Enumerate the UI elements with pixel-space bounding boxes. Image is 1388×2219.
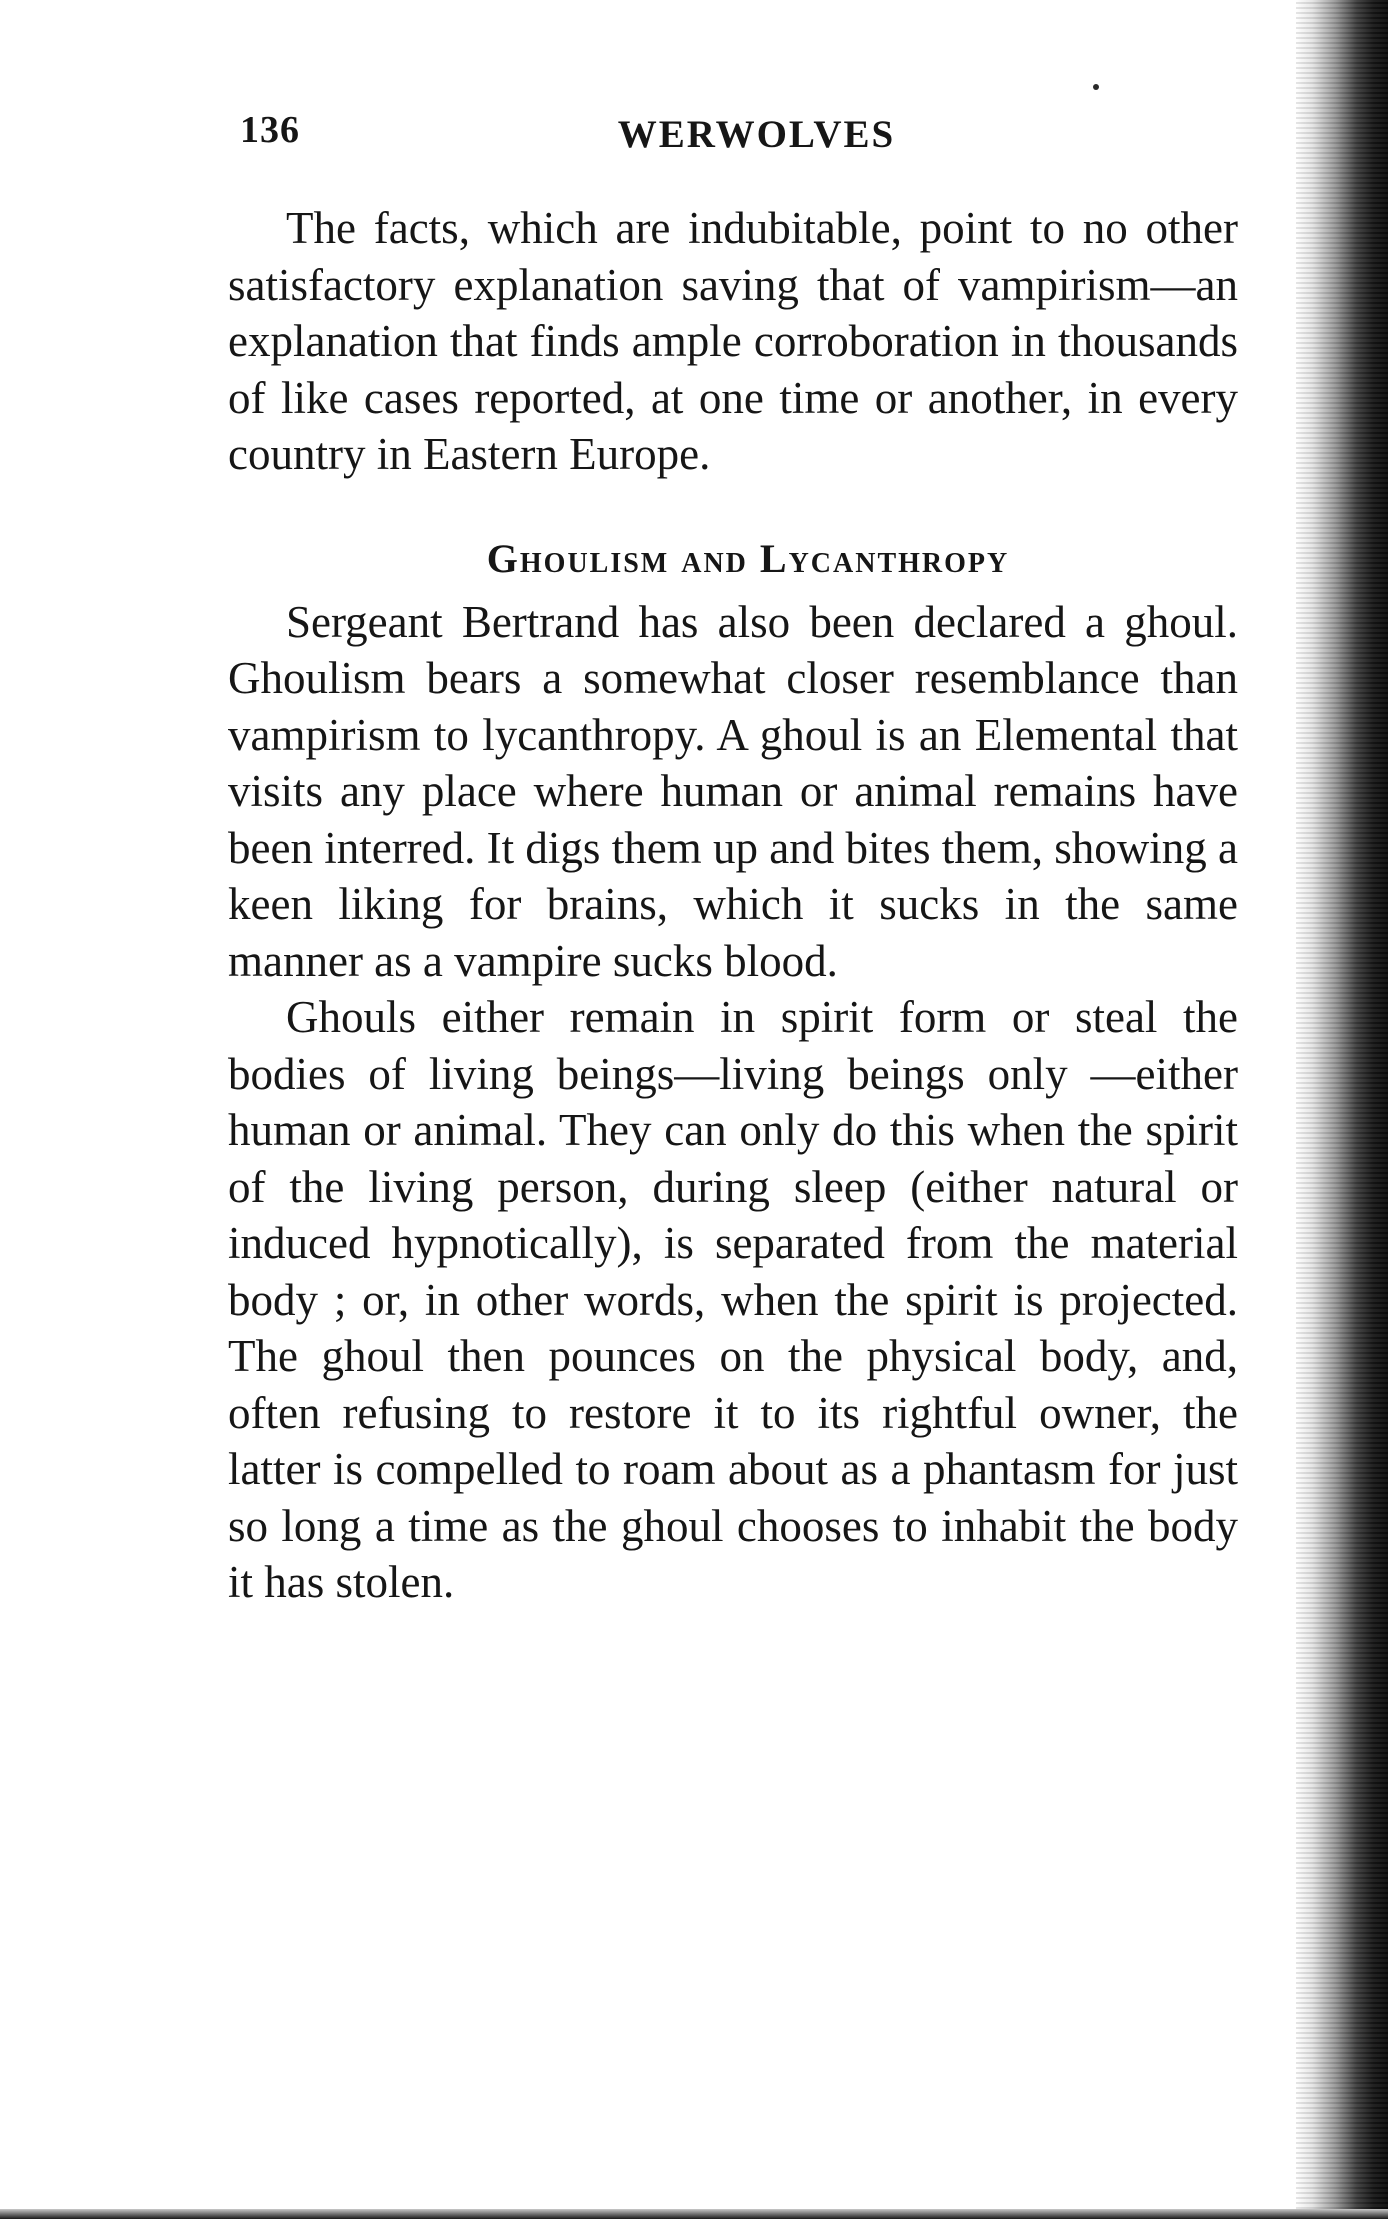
paragraph-vampirism-explanation: The facts, which are indubitable, point to no other satisfactory explanation saving that of vampirism—an explanation that finds ample corroboration in thousands of like cases reported, at one time or another, in every country in Eastern Europe.: [228, 203, 1238, 479]
page-header: [240, 108, 1235, 168]
section-heading: Ghoulism and Lycanthropy: [486, 535, 1010, 581]
ink-speck: [1093, 84, 1099, 90]
page-number: 136: [240, 109, 300, 151]
page-bottom-edge: [0, 2209, 1388, 2219]
paragraph-ghoul-possession: Ghouls either remain in spirit form or steal the bodies of living beings—living beings only —either human or animal. They can only do this when the spirit of the living person, during sleep (either natural or induced hypnotically), is separated from the material body ; or, in other words, when the spirit is projected. The ghoul then pounces on the physical body, and, often refusing to restore it to its rightful owner, the latter is compelled to roam about as a phantasm for just so long a time as the ghoul chooses to inhabit the body it has stolen.: [228, 992, 1238, 1607]
running-head: WERWOLVES: [617, 113, 896, 156]
body-text: [228, 200, 1238, 1611]
paragraph-ghoul-definition: Sergeant Bertrand has also been declared a ghoul. Ghoulism bears a somewhat closer resemblance than vampirism to lycanthropy. A ghoul is an Elemental that visits any place where human or animal remains have been interred. It digs them up and bites them, showing a keen liking for brains, which it sucks in the same manner as a vampire sucks blood.: [228, 596, 1238, 986]
book-spine-shadow: [1296, 0, 1388, 2219]
